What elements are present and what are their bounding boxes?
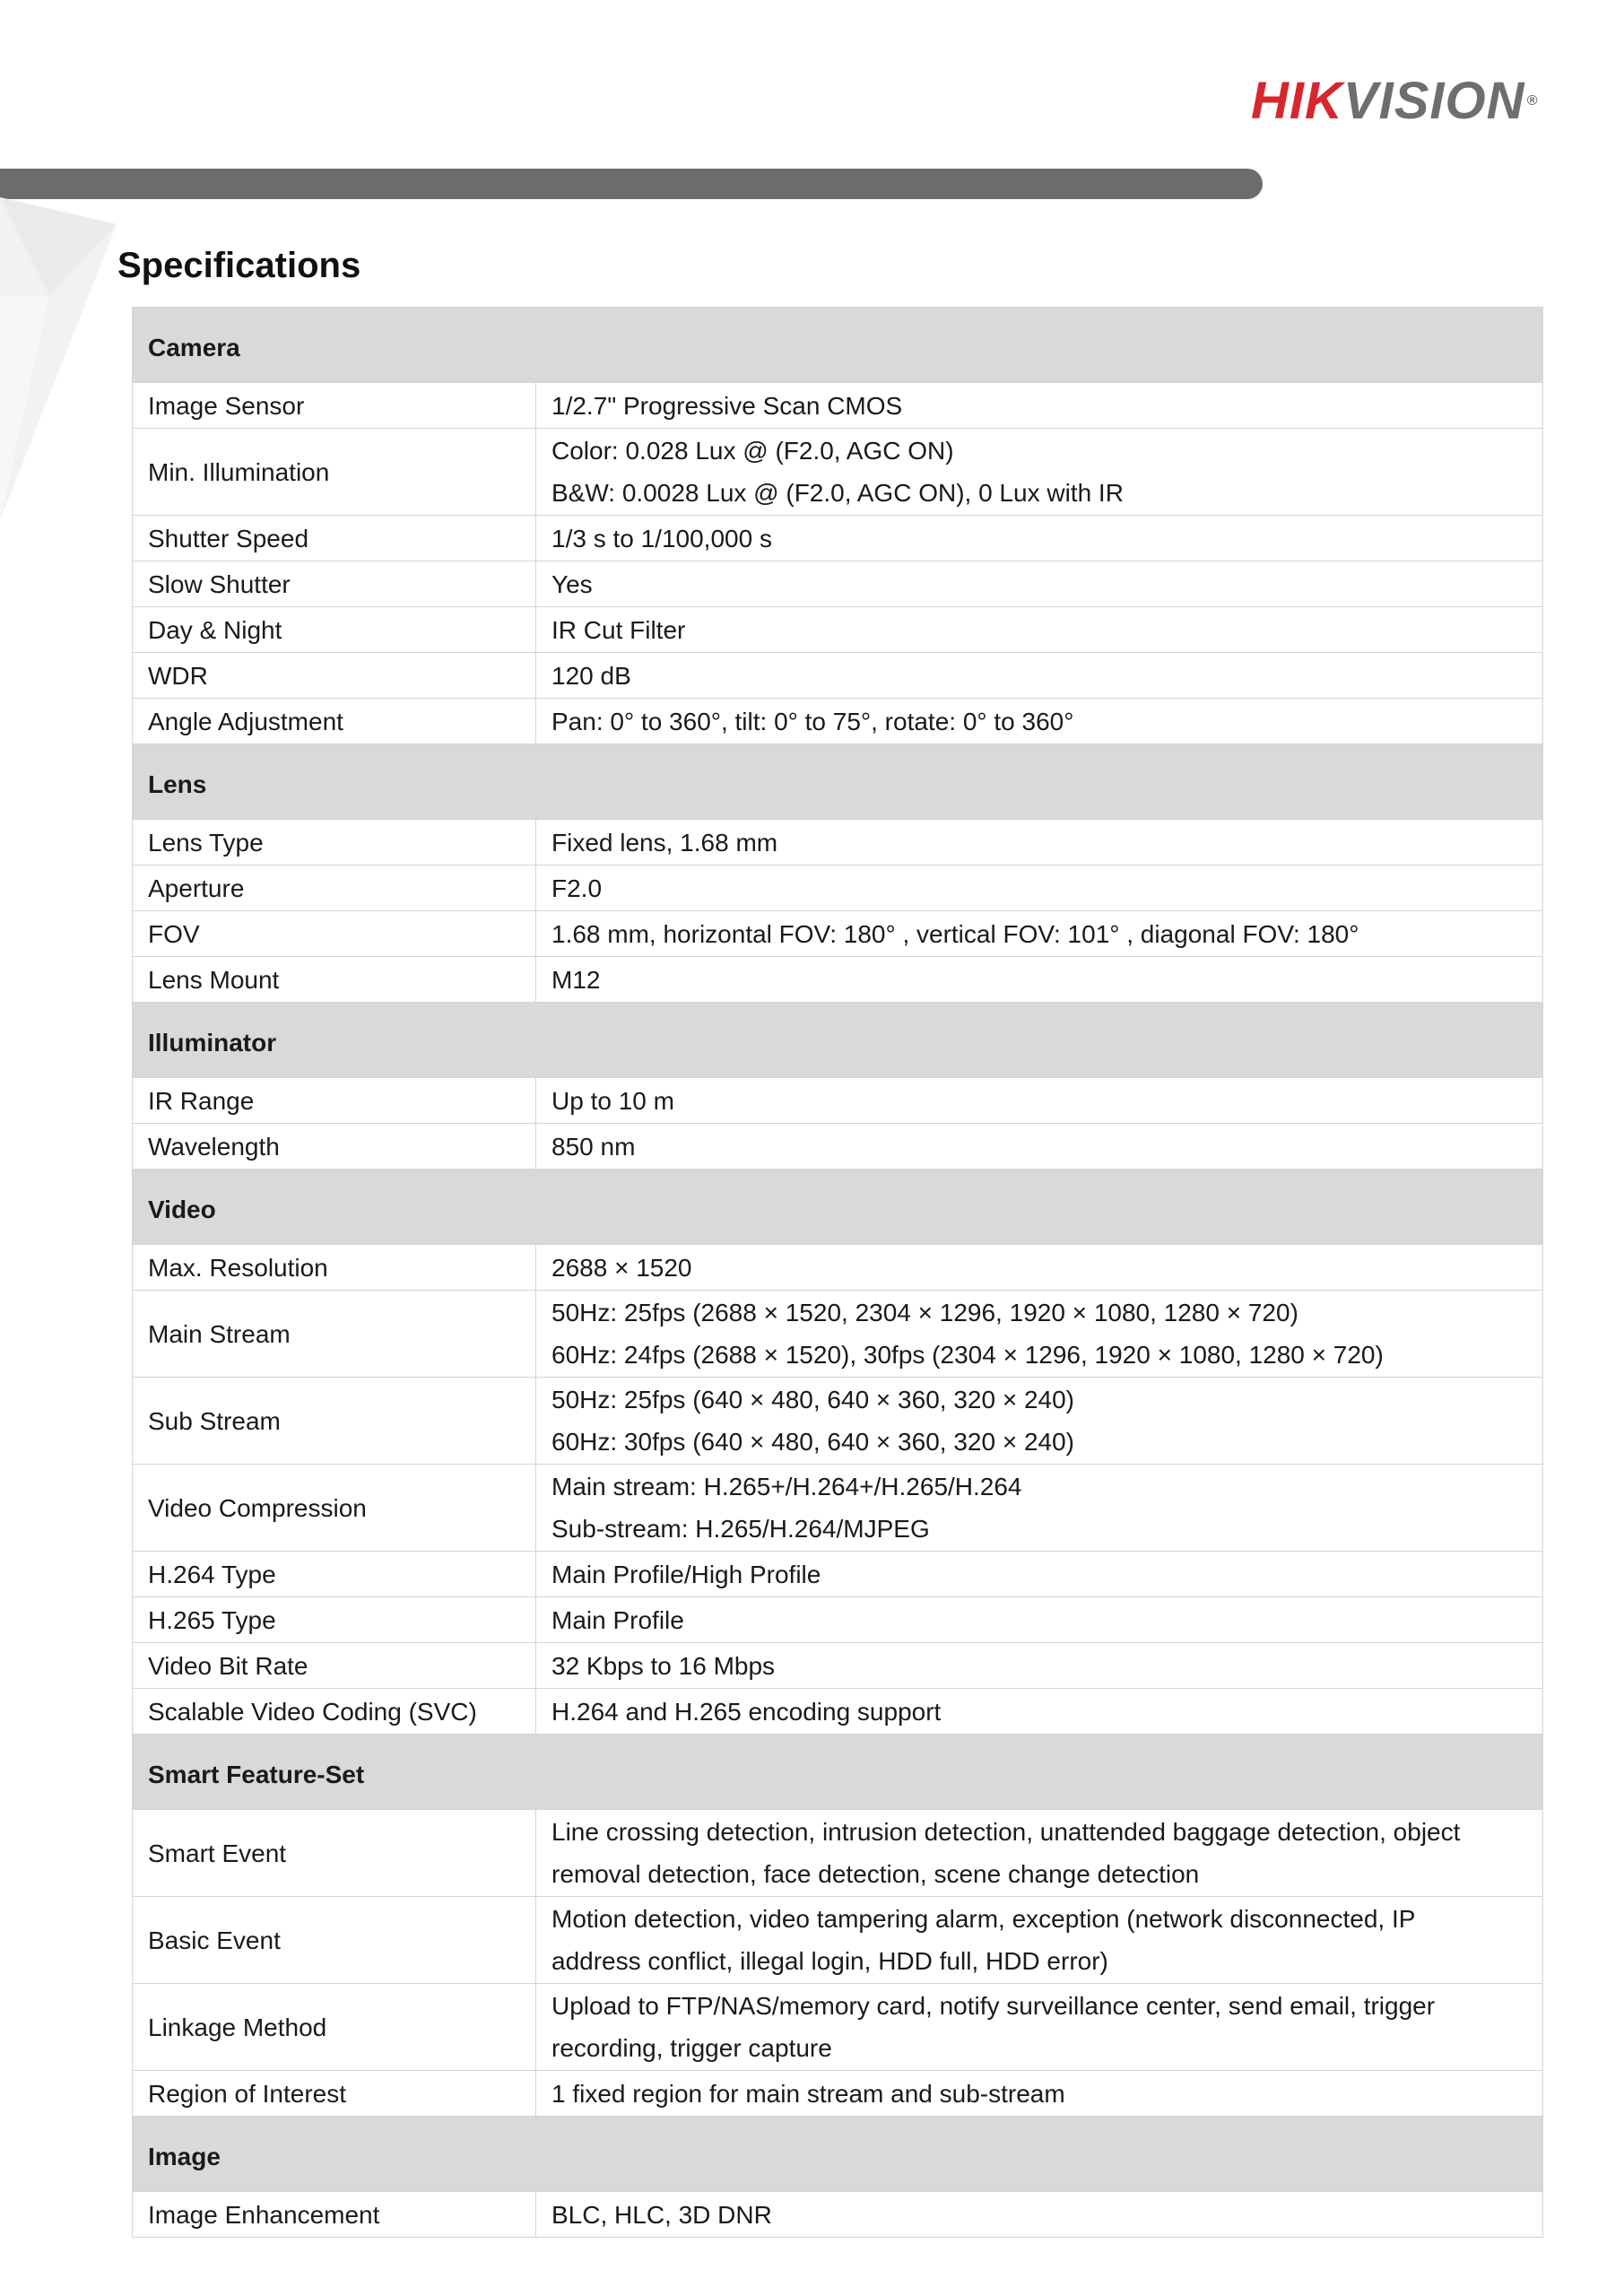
page-title: Specifications: [117, 246, 361, 285]
spec-value-line: 60Hz: 24fps (2688 × 1520), 30fps (2304 × 1296, 1920 × 1080, 1280 × 720): [551, 1341, 1384, 1369]
spec-value-line: Motion detection, video tampering alarm, exception (network disconnected, IP: [551, 1905, 1416, 1933]
decorative-triangle-graphic: [0, 188, 126, 529]
spec-label: Lens Type: [133, 820, 536, 865]
spec-value-cell: [536, 607, 1543, 653]
spec-value-cell: [536, 1689, 1543, 1735]
spec-label: Angle Adjustment: [133, 699, 536, 744]
spec-label: Linkage Method: [133, 1984, 536, 2071]
spec-row: [133, 429, 1543, 516]
spec-value-line: M12: [551, 965, 601, 994]
spec-value-line: F2.0: [551, 874, 603, 902]
spec-row: [133, 865, 1543, 911]
spec-label: Main Stream: [133, 1291, 536, 1378]
section-title: Lens: [133, 744, 1543, 820]
spec-row: [133, 1597, 1543, 1643]
section-title: Illuminator: [133, 1003, 1543, 1078]
spec-value-line: 50Hz: 25fps (640 × 480, 640 × 360, 320 × 240): [551, 1386, 1074, 1413]
spec-row: [133, 653, 1543, 699]
spec-value-cell: [536, 865, 1543, 911]
spec-value-cell: [536, 1124, 1543, 1170]
spec-value-line: Main Profile: [551, 1605, 684, 1634]
section-header: [133, 1003, 1543, 1078]
spec-label: Sub Stream: [133, 1378, 536, 1465]
registered-mark: ®: [1526, 93, 1539, 109]
spec-row: [133, 607, 1543, 653]
spec-label: Slow Shutter: [133, 561, 536, 607]
spec-row: [133, 699, 1543, 744]
spec-row: [133, 1124, 1543, 1170]
section-title: Video: [133, 1170, 1543, 1245]
spec-label: Min. Illumination: [133, 429, 536, 516]
section-title: Image: [133, 2117, 1543, 2192]
spec-value-cell: [536, 699, 1543, 744]
section-header: [133, 1735, 1543, 1810]
spec-label: Video Bit Rate: [133, 1643, 536, 1689]
spec-label: Image Sensor: [133, 383, 536, 429]
spec-row: [133, 1078, 1543, 1124]
spec-row: [133, 820, 1543, 865]
logo-part-hik: HIK: [1251, 72, 1343, 130]
spec-row: [133, 1465, 1543, 1552]
spec-label: H.264 Type: [133, 1552, 536, 1597]
spec-value-cell: [536, 1378, 1543, 1465]
spec-row: [133, 957, 1543, 1003]
spec-value-line: 120 dB: [551, 661, 631, 690]
spec-value-cell: [536, 1810, 1543, 1897]
spec-value-cell: [536, 1597, 1543, 1643]
spec-row: [133, 1291, 1543, 1378]
section-title: Camera: [133, 308, 1543, 383]
spec-value-line: Fixed lens, 1.68 mm: [551, 828, 778, 857]
spec-label: Region of Interest: [133, 2071, 536, 2117]
spec-value-line: 2688 × 1520: [551, 1253, 692, 1282]
spec-label: Scalable Video Coding (SVC): [133, 1689, 536, 1735]
spec-row: [133, 1245, 1543, 1291]
spec-value-line: removal detection, face detection, scene change detection: [551, 1860, 1200, 1888]
spec-row: [133, 1689, 1543, 1735]
spec-label: IR Range: [133, 1078, 536, 1124]
spec-value-cell: [536, 429, 1543, 516]
spec-value-cell: [536, 1291, 1543, 1378]
spec-value-cell: [536, 911, 1543, 957]
spec-row: [133, 2192, 1543, 2238]
spec-value-line: Up to 10 m: [551, 1086, 674, 1115]
spec-value-line: address conflict, illegal login, HDD full, HDD error): [551, 1947, 1108, 1975]
spec-label: Aperture: [133, 865, 536, 911]
spec-value-line: Sub-stream: H.265/H.264/MJPEG: [551, 1515, 930, 1543]
spec-row: [133, 911, 1543, 957]
spec-value-line: B&W: 0.0028 Lux @ (F2.0, AGC ON), 0 Lux with IR: [551, 479, 1124, 507]
spec-value-cell: [536, 383, 1543, 429]
spec-value-cell: [536, 1465, 1543, 1552]
spec-row: [133, 2071, 1543, 2117]
spec-value-line: Main stream: H.265+/H.264+/H.265/H.264: [551, 1473, 1022, 1500]
brand-logo: [1251, 74, 1538, 129]
spec-row: [133, 1552, 1543, 1597]
spec-value-cell: [536, 2192, 1543, 2238]
spec-value-cell: [536, 653, 1543, 699]
spec-value-cell: [536, 1897, 1543, 1984]
spec-value-cell: [536, 1552, 1543, 1597]
spec-label: Day & Night: [133, 607, 536, 653]
spec-value-line: Upload to FTP/NAS/memory card, notify surveillance center, send email, trigger: [551, 1992, 1436, 2020]
spec-value-cell: [536, 1643, 1543, 1689]
spec-value-cell: [536, 2071, 1543, 2117]
spec-value-line: 1/3 s to 1/100,000 s: [551, 524, 772, 552]
spec-value-line: 1/2.7" Progressive Scan CMOS: [551, 391, 903, 420]
spec-row: [133, 1643, 1543, 1689]
spec-label: Max. Resolution: [133, 1245, 536, 1291]
spec-value-line: Color: 0.028 Lux @ (F2.0, AGC ON): [551, 437, 954, 465]
spec-label: Image Enhancement: [133, 2192, 536, 2238]
spec-value-line: BLC, HLC, 3D DNR: [551, 2200, 772, 2229]
header-bar: [0, 169, 1263, 199]
section-header: [133, 1170, 1543, 1245]
spec-value-line: 1 fixed region for main stream and sub-stream: [551, 2079, 1065, 2108]
section-title: Smart Feature-Set: [133, 1735, 1543, 1810]
spec-value-line: 50Hz: 25fps (2688 × 1520, 2304 × 1296, 1920 × 1080, 1280 × 720): [551, 1299, 1298, 1326]
logo-part-vision: VISION: [1342, 72, 1525, 130]
spec-label: Video Compression: [133, 1465, 536, 1552]
spec-value-line: Line crossing detection, intrusion detection, unattended baggage detection, object: [551, 1818, 1461, 1846]
spec-value-line: 1.68 mm, horizontal FOV: 180° , vertical FOV: 101° , diagonal FOV: 180°: [551, 919, 1359, 948]
spec-value-cell: [536, 1984, 1543, 2071]
spec-row: [133, 1378, 1543, 1465]
spec-row: [133, 1897, 1543, 1984]
spec-label: Wavelength: [133, 1124, 536, 1170]
section-header: [133, 2117, 1543, 2192]
specifications-table: [132, 307, 1543, 2238]
spec-label: Basic Event: [133, 1897, 536, 1984]
spec-label: Lens Mount: [133, 957, 536, 1003]
spec-value-line: 32 Kbps to 16 Mbps: [551, 1651, 776, 1680]
spec-value-line: H.264 and H.265 encoding support: [551, 1697, 942, 1726]
spec-value-line: Main Profile/High Profile: [551, 1560, 821, 1588]
spec-value-cell: [536, 1078, 1543, 1124]
spec-value-line: 60Hz: 30fps (640 × 480, 640 × 360, 320 × 240): [551, 1428, 1074, 1456]
spec-label: Shutter Speed: [133, 516, 536, 561]
spec-row: [133, 383, 1543, 429]
spec-value-cell: [536, 561, 1543, 607]
spec-value-cell: [536, 516, 1543, 561]
spec-value-cell: [536, 1245, 1543, 1291]
spec-label: WDR: [133, 653, 536, 699]
spec-label: Smart Event: [133, 1810, 536, 1897]
spec-value-cell: [536, 957, 1543, 1003]
spec-value-line: Yes: [551, 570, 593, 598]
spec-label: H.265 Type: [133, 1597, 536, 1643]
spec-value-line: 850 nm: [551, 1132, 636, 1161]
spec-value-line: IR Cut Filter: [551, 615, 686, 644]
spec-value-line: recording, trigger capture: [551, 2034, 832, 2062]
spec-value-line: Pan: 0° to 360°, tilt: 0° to 75°, rotate: 0° to 360°: [551, 707, 1074, 735]
section-header: [133, 308, 1543, 383]
spec-row: [133, 561, 1543, 607]
spec-row: [133, 516, 1543, 561]
spec-value-cell: [536, 820, 1543, 865]
spec-row: [133, 1810, 1543, 1897]
spec-row: [133, 1984, 1543, 2071]
spec-label: FOV: [133, 911, 536, 957]
section-header: [133, 744, 1543, 820]
